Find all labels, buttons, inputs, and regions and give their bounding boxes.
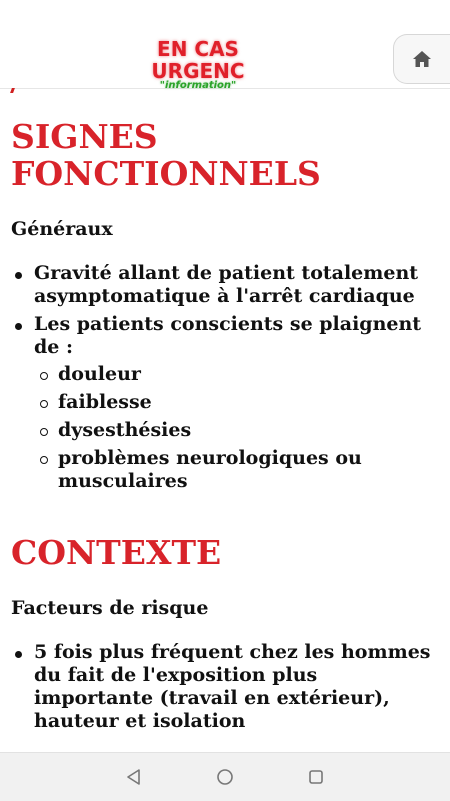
sub-list-item: douleur [34,363,440,386]
logo-title: EN CAS URGENC [151,37,245,83]
back-triangle-icon [125,768,143,786]
system-nav-bar [0,752,450,801]
app-header [0,0,450,89]
home-button[interactable] [393,34,450,84]
subheading-generaux: Généraux [11,218,113,240]
app-logo [108,38,288,91]
symptom-sublist [34,363,440,493]
home-icon [412,50,432,68]
scroll-remnant-mark [10,88,15,93]
list-item-text: Gravité allant de patient totalement asymptomatique à l'arrêt cardiaque [34,262,419,307]
sub-list-item: dysesthésies [34,419,440,442]
nav-recents-button[interactable] [304,765,328,789]
list-item-text: Les patients conscients se plaignent de : [34,313,422,358]
list-item [0,262,440,308]
section-title-signes [11,118,321,192]
sub-list-item: faiblesse [34,391,440,414]
recents-square-icon [307,768,325,786]
signes-bullet-list [0,262,440,498]
logo-subtitle: "information" [159,80,237,91]
contexte-bullet-list [0,641,440,738]
article-content [0,88,450,752]
home-circle-icon [216,768,234,786]
section-title-contexte: CONTEXTE [11,533,222,572]
list-item [0,641,440,733]
subheading-facteurs: Facteurs de risque [11,597,209,619]
list-item [0,313,440,493]
sub-list-item: problèmes neurologiques ou musculaires [34,447,440,493]
section-title-line1: SIGNES [11,117,158,156]
nav-back-button[interactable] [122,765,146,789]
nav-home-button[interactable] [213,765,237,789]
section-title-line2: FONCTIONNELS [11,154,321,193]
list-item-text: 5 fois plus fréquent chez les hommes du fait de l'exposition plus importante (travail en extérieur), hauteur et isolation [34,641,431,732]
